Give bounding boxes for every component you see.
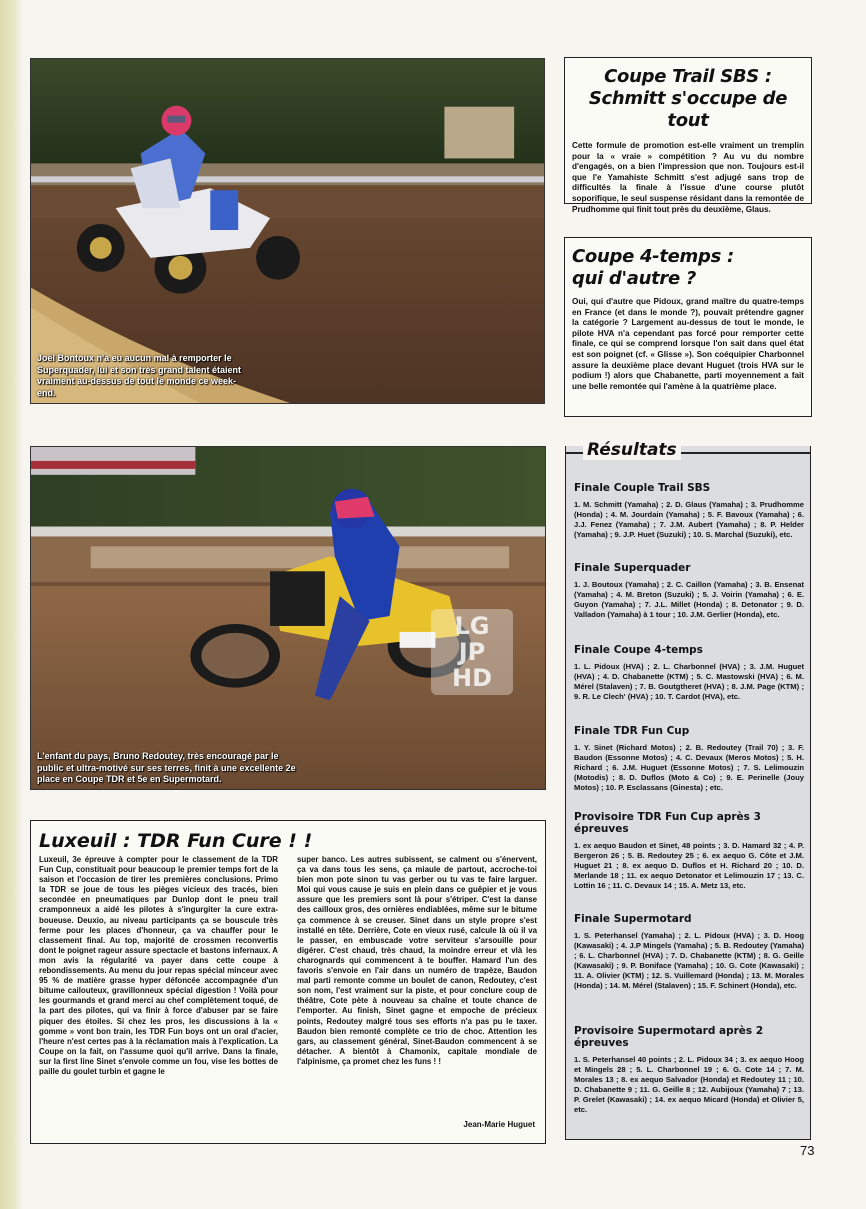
luxeuil-column-1: Luxeuil, 3e épreuve à compter pour le classement de la TDR Fun Cup, constituait pour beaucoup le premier temps fort de la saison et l'occasion de tirer les premières conclusions. Primo la TDR se joue de tous les pièges vicieux des tracés, bien secondée en pneumatiques par Dunlop dont le pneu trail cramponneux a aidé les pilotes à s'ingurgiter la cure extra-boueuse. Deuxio, au niveau participants ça se bouscule très ferme pour les places d'honneur, ça va chauffer pour le classement final. Au top, majorité de crossmen reconvertis dont le poignet rageur assure spectacle et bastons infernaux. A mon avis la régularité va payer dans cette coupe à rebondissements. Au menu du jour repas spécial minceur avec 95 % de matière grasse hyper défoncée accompagnée d'un bitume cailouteux, gravillonneux spécial digestion ! Voilà pour les gourmands et grand merci au chef complètement toqué, de la part des pilotes, qui va finir à force d'abuser par se faire piquer des étoiles. Si chez les pros, les discussions à la « gomme » vont bon train, les TDR Fun boys ont un oral d'acier, l'heure n'est certes pas à la réclamation mais à l'explication. La Coupe on la fait, on l'assume quoi qu'il arrive. Dans la finale, sur la first line Sinet s'envole comme un fou, vise les bottes de paille du goulet turbin et gagne le — [39, 855, 278, 1076]
page-number: 73 — [800, 1143, 815, 1158]
coupe-trail-text: Cette formule de promotion est-elle vraiment un tremplin pour la « vraie » compétition ? Au vu du nombre d'engagés, on a bien l'impression que non. Toujours est-il que l'e Yamahiste Schmitt s'est adjugé sans trop de difficultés la finale à l'issue d'une course plutôt soporifique, le seul suspense résidant dans la remontée de Prudhomme qui finit tout près du deuxième, Glaus. — [572, 141, 804, 214]
luxeuil-title: Luxeuil : TDR Fun Cure ! ! — [39, 830, 313, 852]
results-text: 1. S. Peterhansel 40 points ; 2. L. Pidoux 34 ; 3. ex aequo Hoog et Mingels 28 ; 5. L. Charbonnel 19 ; 6. G. Cote 14 ; 7. M. Morales 13 ; 8. ex aequo Salvador (Honda) et Redoutey 11 ; 10. D. Chabanette 9 ; 11. G. Geille 8 ; 12. Aubijoux (Yamaha) 7 ; 13. P. Grelet (Kawasaki) ; 14. ex aequo Micard (Honda) et Olivier 5, etc. — [574, 1055, 804, 1114]
motorcycle-photo-caption: L'enfant du pays, Bruno Redoutey, très encouragé par le public et ultra-motivé sur ses terres, finit à une excellente 2e place en Coupe TDR et 5e en Supermotard. — [37, 751, 296, 784]
results-section — [574, 913, 804, 990]
results-text: 1. L. Pidoux (HVA) ; 2. L. Charbonnel (HVA) ; 3. J.M. Huguet (HVA) ; 4. D. Chabanette (KTM) ; 5. C. Mastowski (HVA) ; 6. M. Mérel (Stalaven) ; 7. B. Goutgtheret (HVA) ; 8. J.M. Page (KTM) ; 9. R. Le Clech' (HVA) ; 10. T. Cardot (HVA), etc. — [574, 662, 804, 701]
results-section — [574, 562, 804, 620]
results-text: 1. J. Boutoux (Yamaha) ; 2. C. Caillon (Yamaha) ; 3. B. Ensenat (Yamaha) ; 4. M. Breton (Suzuki) ; 5. J. Voirin (Yamaha) ; 6. E. Guyon (Yamaha) ; 7. J.L. Millet (Honda) ; 8. Detonator ; 9. D. Valladon (Yamaha) à 1 tour ; 10. J.M. Gerlier (Honda), etc. — [574, 580, 804, 619]
results-section — [574, 644, 804, 702]
page-edge — [0, 0, 22, 1209]
luxeuil-column-2: super banco. Les autres subissent, se calment ou s'énervent, ça va dans tous les sens, ça miaule de partout, accroche-toi bien mon pote sinon tu vas gerber ou tu vas te faire larguer. Moi qui vous cause je suis en plein dans ce guêpier et je vous assure que les premiers sont là pour s'étriper. C'est la danse des cailloux gros, des ornières endiablées, même sur le bitume ça commence à se creuser. Sinet dans un style propre s'est installé en tête. Derrière, Cote en vieux rusé, calcule là où il va le passer, en embuscade votre serviteur s'arsouille pour digérer. C'est chaud, très chaud, la moindre erreur et vlà les charognards qui commencent à te bouffer. Hamard l'un des favoris s'envoie en l'air dans un numéro de trapèze, Baudon mal parti remonte comme un boulet de canon, Redoutey, c'est son nom, l'est vraiment sur la piste, et pour conclure coup de théâtre, Cote pète à nouveau sa chaîne et toute chance de l'emporter. Au finish, Sinet gagne et empoche de précieux points, Redoutey malgré tous ses efforts n'a pas pu le taxer. Baudon bien remonté complète ce trio de choc. Attention les gars, au classement général, Sinet-Baudon commencent à se détacher. A bientôt à Chamonix, capitale mondiale de l'alpinisme, ça promet chez les funs ! ! — [297, 855, 537, 1066]
results-text: 1. M. Schmitt (Yamaha) ; 2. D. Glaus (Yamaha) ; 3. Prudhomme (Honda) ; 4. M. Jourdain (Yamaha) ; 5. F. Bavoux (Yamaha) ; 6. J.J. Fenez (Yamaha) ; 7. J.M. Aubert (Yamaha) ; 8. P. Helder (Yamaha) ; 9. J.P. Huet (Suzuki) ; 10. S. Marchal (Suzuki), etc. — [574, 500, 804, 539]
results-heading: Provisoire Supermotard après 2 épreuves — [574, 1025, 764, 1049]
article-signature: Jean-Marie Huguet — [463, 1120, 535, 1129]
results-text: 1. ex aequo Baudon et Sinet, 48 points ; 3. D. Hamard 32 ; 4. P. Bergeron 26 ; 5. B. Redoutey 25 ; 6. ex aequo G. Côte et J.M. Huguet 21 ; 8. ex aequo D. Duflos et H. Richard 20 ; 10. D. Merlande 18 ; 11. ex aequo Detonator et Lelimouzin 17 ; 13. C. Lottin 16 ; 11. C. Devaux 14 ; 15. A. Metz 13, etc. — [574, 841, 804, 890]
watermark-logo: LG JP HD — [431, 609, 513, 695]
results-section — [574, 725, 804, 793]
quad-photo-caption: Joël Bontoux n'a eu aucun mal à remporter le Superquader, lui et son très grand talent étaient vraiment au-dessus de tout le monde ce week-end. — [37, 353, 242, 398]
results-section — [574, 811, 804, 891]
results-heading: Finale Superquader — [574, 562, 691, 574]
motorcycle-photo — [30, 446, 546, 790]
results-heading: Provisoire TDR Fun Cup après 3 épreuves — [574, 811, 761, 835]
coupe-trail-title: Coupe Trail SBS : Schmitt s'occupe de tout — [588, 66, 788, 131]
luxeuil-article-box — [30, 820, 546, 1144]
results-panel — [565, 446, 811, 1140]
results-text: 1. S. Peterhansel (Yamaha) ; 2. L. Pidoux (HVA) ; 3. D. Hoog (Kawasaki) ; 4. J.P Mingels (Yamaha) ; 5. B. Redoutey (Yamaha) ; 6. L. Charbonnel (HVA) ; 7. D. Chabanette (KTM) ; 8. G. Geille (Kawasaki) ; 9. P. Boniface (Yamaha) ; 10. G. Cote (Kawasaki) ; 11. A. Olivier (KTM) ; 12. S. Vuillemard (Honda) ; 13. M. Morales (Honda) ; 14. M. Mérel (Stalaven) ; 15. F. Schinert (Honda), etc. — [574, 931, 804, 990]
results-heading: Finale Supermotard — [574, 913, 692, 925]
results-section — [574, 482, 804, 540]
results-heading: Finale Couple Trail SBS — [574, 482, 711, 494]
coupe-4temps-text: Oui, qui d'autre que Pidoux, grand maître du quatre-temps en France (et dans le monde ?), pouvait prétendre gagner la catégorie ? Largement au-dessus de tout le monde, le pilote HVA n'a cependant pas forcé pour remporter cette finale, ce qui se comprend lorsque l'on sait dans quel état est son poignet (cf. « Glisse »). Son coéquipier Charbonnel assure la deuxième place devant Huguet (trois HVA sur le podium !) alors que Chabanette, parti moyennement a fait une belle remontée qui l'amène à la quatrième place. — [572, 297, 804, 391]
results-title: Résultats — [565, 440, 811, 462]
coupe-4temps-box — [564, 237, 812, 417]
results-section — [574, 1025, 804, 1114]
results-text: 1. Y. Sinet (Richard Motos) ; 2. B. Redoutey (Trail 70) ; 3. F. Baudon (Essonne Motos) ; 4. C. Devaux (Meros Motos) ; 5. H. Richard ; 6. J.M. Huguet (Essonne Motos) ; 7. S. Lelimouzin (Motodis) ; 8. D. Duflos (Moto & Co) ; 9. E. Perinelle (Jouy Motos) ; 10. P. Esclassans (Ginesta) ; etc. — [574, 743, 804, 792]
results-heading: Finale Coupe 4-temps — [574, 644, 703, 656]
coupe-trail-box — [564, 57, 812, 214]
results-heading: Finale TDR Fun Cup — [574, 725, 690, 737]
coupe-4temps-title: Coupe 4-temps : qui d'autre ? — [572, 246, 734, 289]
